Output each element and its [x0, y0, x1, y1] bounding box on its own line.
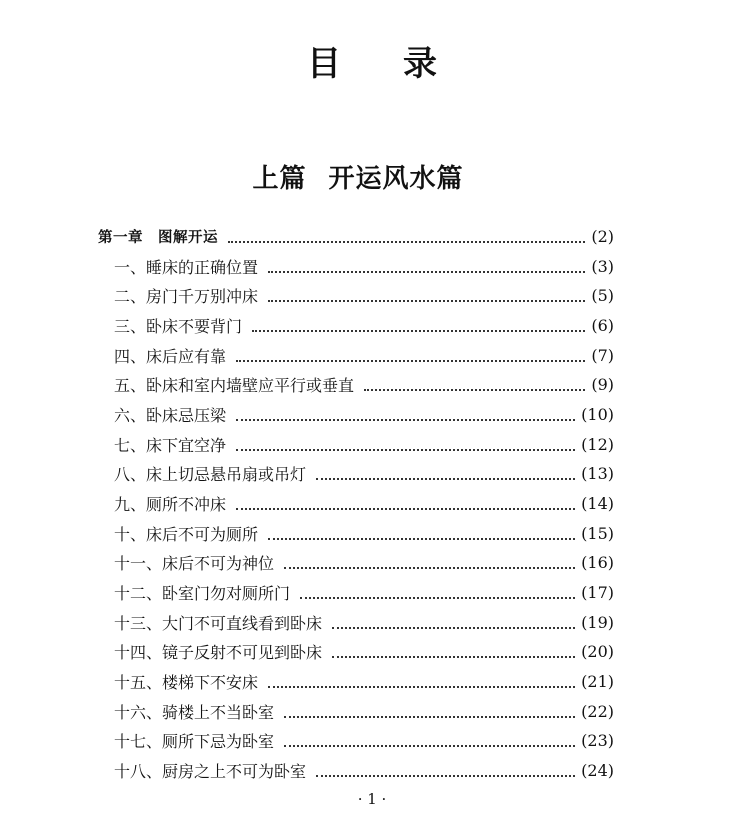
toc-heading-char-2: 录	[403, 44, 437, 84]
toc-entry-row	[114, 578, 614, 607]
dot-leader	[268, 299, 585, 302]
page-reference: (2)	[591, 227, 614, 246]
toc-entry-row	[114, 756, 614, 785]
toc-entry-row	[114, 430, 614, 459]
toc-entry-row	[114, 608, 614, 637]
dot-leader	[228, 240, 585, 243]
page-reference: (20)	[581, 642, 614, 661]
entry-title: 十四、镜子反射不可见到卧床	[114, 643, 323, 662]
entry-title: 十五、楼梯下不安床	[114, 673, 259, 692]
page-reference: (19)	[581, 613, 614, 632]
entry-title: 九、厕所不冲床	[114, 495, 227, 514]
entry-title: 四、床后应有靠	[114, 347, 227, 366]
page-reference: (7)	[591, 346, 614, 365]
page-reference: (10)	[581, 405, 614, 424]
toc-entry-row	[114, 252, 614, 281]
toc-entry-row	[114, 726, 614, 755]
page-reference: (21)	[581, 672, 614, 691]
dot-leader	[284, 744, 575, 747]
dot-leader	[268, 537, 575, 540]
page-reference: (24)	[581, 761, 614, 780]
entry-title: 十六、骑楼上不当卧室	[114, 703, 275, 722]
toc-entry-row	[114, 489, 614, 518]
toc-entry-row	[114, 697, 614, 726]
page-reference: (14)	[581, 494, 614, 513]
page-reference: (13)	[581, 464, 614, 483]
dot-leader	[236, 448, 575, 451]
toc-heading-char-1: 目	[307, 44, 341, 84]
entry-title: 十八、厨房之上不可为卧室	[114, 762, 307, 781]
toc-entry-row	[114, 341, 614, 370]
dot-leader	[300, 596, 575, 599]
entry-title: 二、房门千万别冲床	[114, 287, 259, 306]
page-number: · 1 ·	[357, 790, 387, 808]
dot-leader	[316, 477, 575, 480]
toc-entry-row	[114, 400, 614, 429]
page-reference: (3)	[591, 257, 614, 276]
entry-title: 十一、床后不可为神位	[114, 554, 275, 573]
page-reference: (6)	[591, 316, 614, 335]
entry-title: 六、卧床忌压梁	[114, 406, 227, 425]
toc-entry-row	[114, 637, 614, 666]
entry-title: 七、床下宜空净	[114, 436, 227, 455]
page-reference: (22)	[581, 702, 614, 721]
page-reference: (5)	[591, 286, 614, 305]
page-reference: (16)	[581, 553, 614, 572]
toc-entry-row	[114, 519, 614, 548]
page-reference: (15)	[581, 524, 614, 543]
dot-leader	[332, 626, 575, 629]
dot-leader	[236, 359, 585, 362]
toc-entry-row	[114, 311, 614, 340]
dot-leader	[268, 270, 585, 273]
entry-title: 十七、厕所下忌为卧室	[114, 732, 275, 751]
part-heading	[0, 158, 716, 195]
chapter-title: 第一章 图解开运	[98, 230, 218, 246]
toc-entry-row	[114, 370, 614, 399]
entry-title: 十二、卧室门勿对厕所门	[114, 584, 291, 603]
dot-leader	[268, 685, 575, 688]
toc-entry-row	[114, 459, 614, 488]
toc-heading	[0, 36, 744, 85]
page-reference: (12)	[581, 435, 614, 454]
entry-title: 三、卧床不要背门	[114, 317, 243, 336]
toc-entry-row	[114, 667, 614, 696]
entry-title: 十、床后不可为厕所	[114, 525, 259, 544]
page-reference: (9)	[591, 375, 614, 394]
toc-entry-row	[114, 548, 614, 577]
dot-leader	[332, 655, 575, 658]
entry-title: 一、睡床的正确位置	[114, 258, 259, 277]
entry-title: 五、卧床和室内墙壁应平行或垂直	[114, 376, 355, 395]
dot-leader	[236, 507, 575, 510]
part-name: 上篇	[252, 164, 307, 194]
dot-leader	[284, 566, 575, 569]
entry-title: 八、床上切忌悬吊扇或吊灯	[114, 465, 307, 484]
toc-chapter-row	[98, 222, 614, 251]
dot-leader	[284, 715, 575, 718]
dot-leader	[252, 329, 585, 332]
entry-title: 十三、大门不可直线看到卧床	[114, 614, 323, 633]
dot-leader	[364, 388, 585, 391]
toc-entry-row	[114, 281, 614, 310]
part-subtitle: 开运风水篇	[328, 164, 464, 194]
dot-leader	[316, 774, 575, 777]
page-reference: (17)	[581, 583, 614, 602]
page-reference: (23)	[581, 731, 614, 750]
dot-leader	[236, 418, 575, 421]
